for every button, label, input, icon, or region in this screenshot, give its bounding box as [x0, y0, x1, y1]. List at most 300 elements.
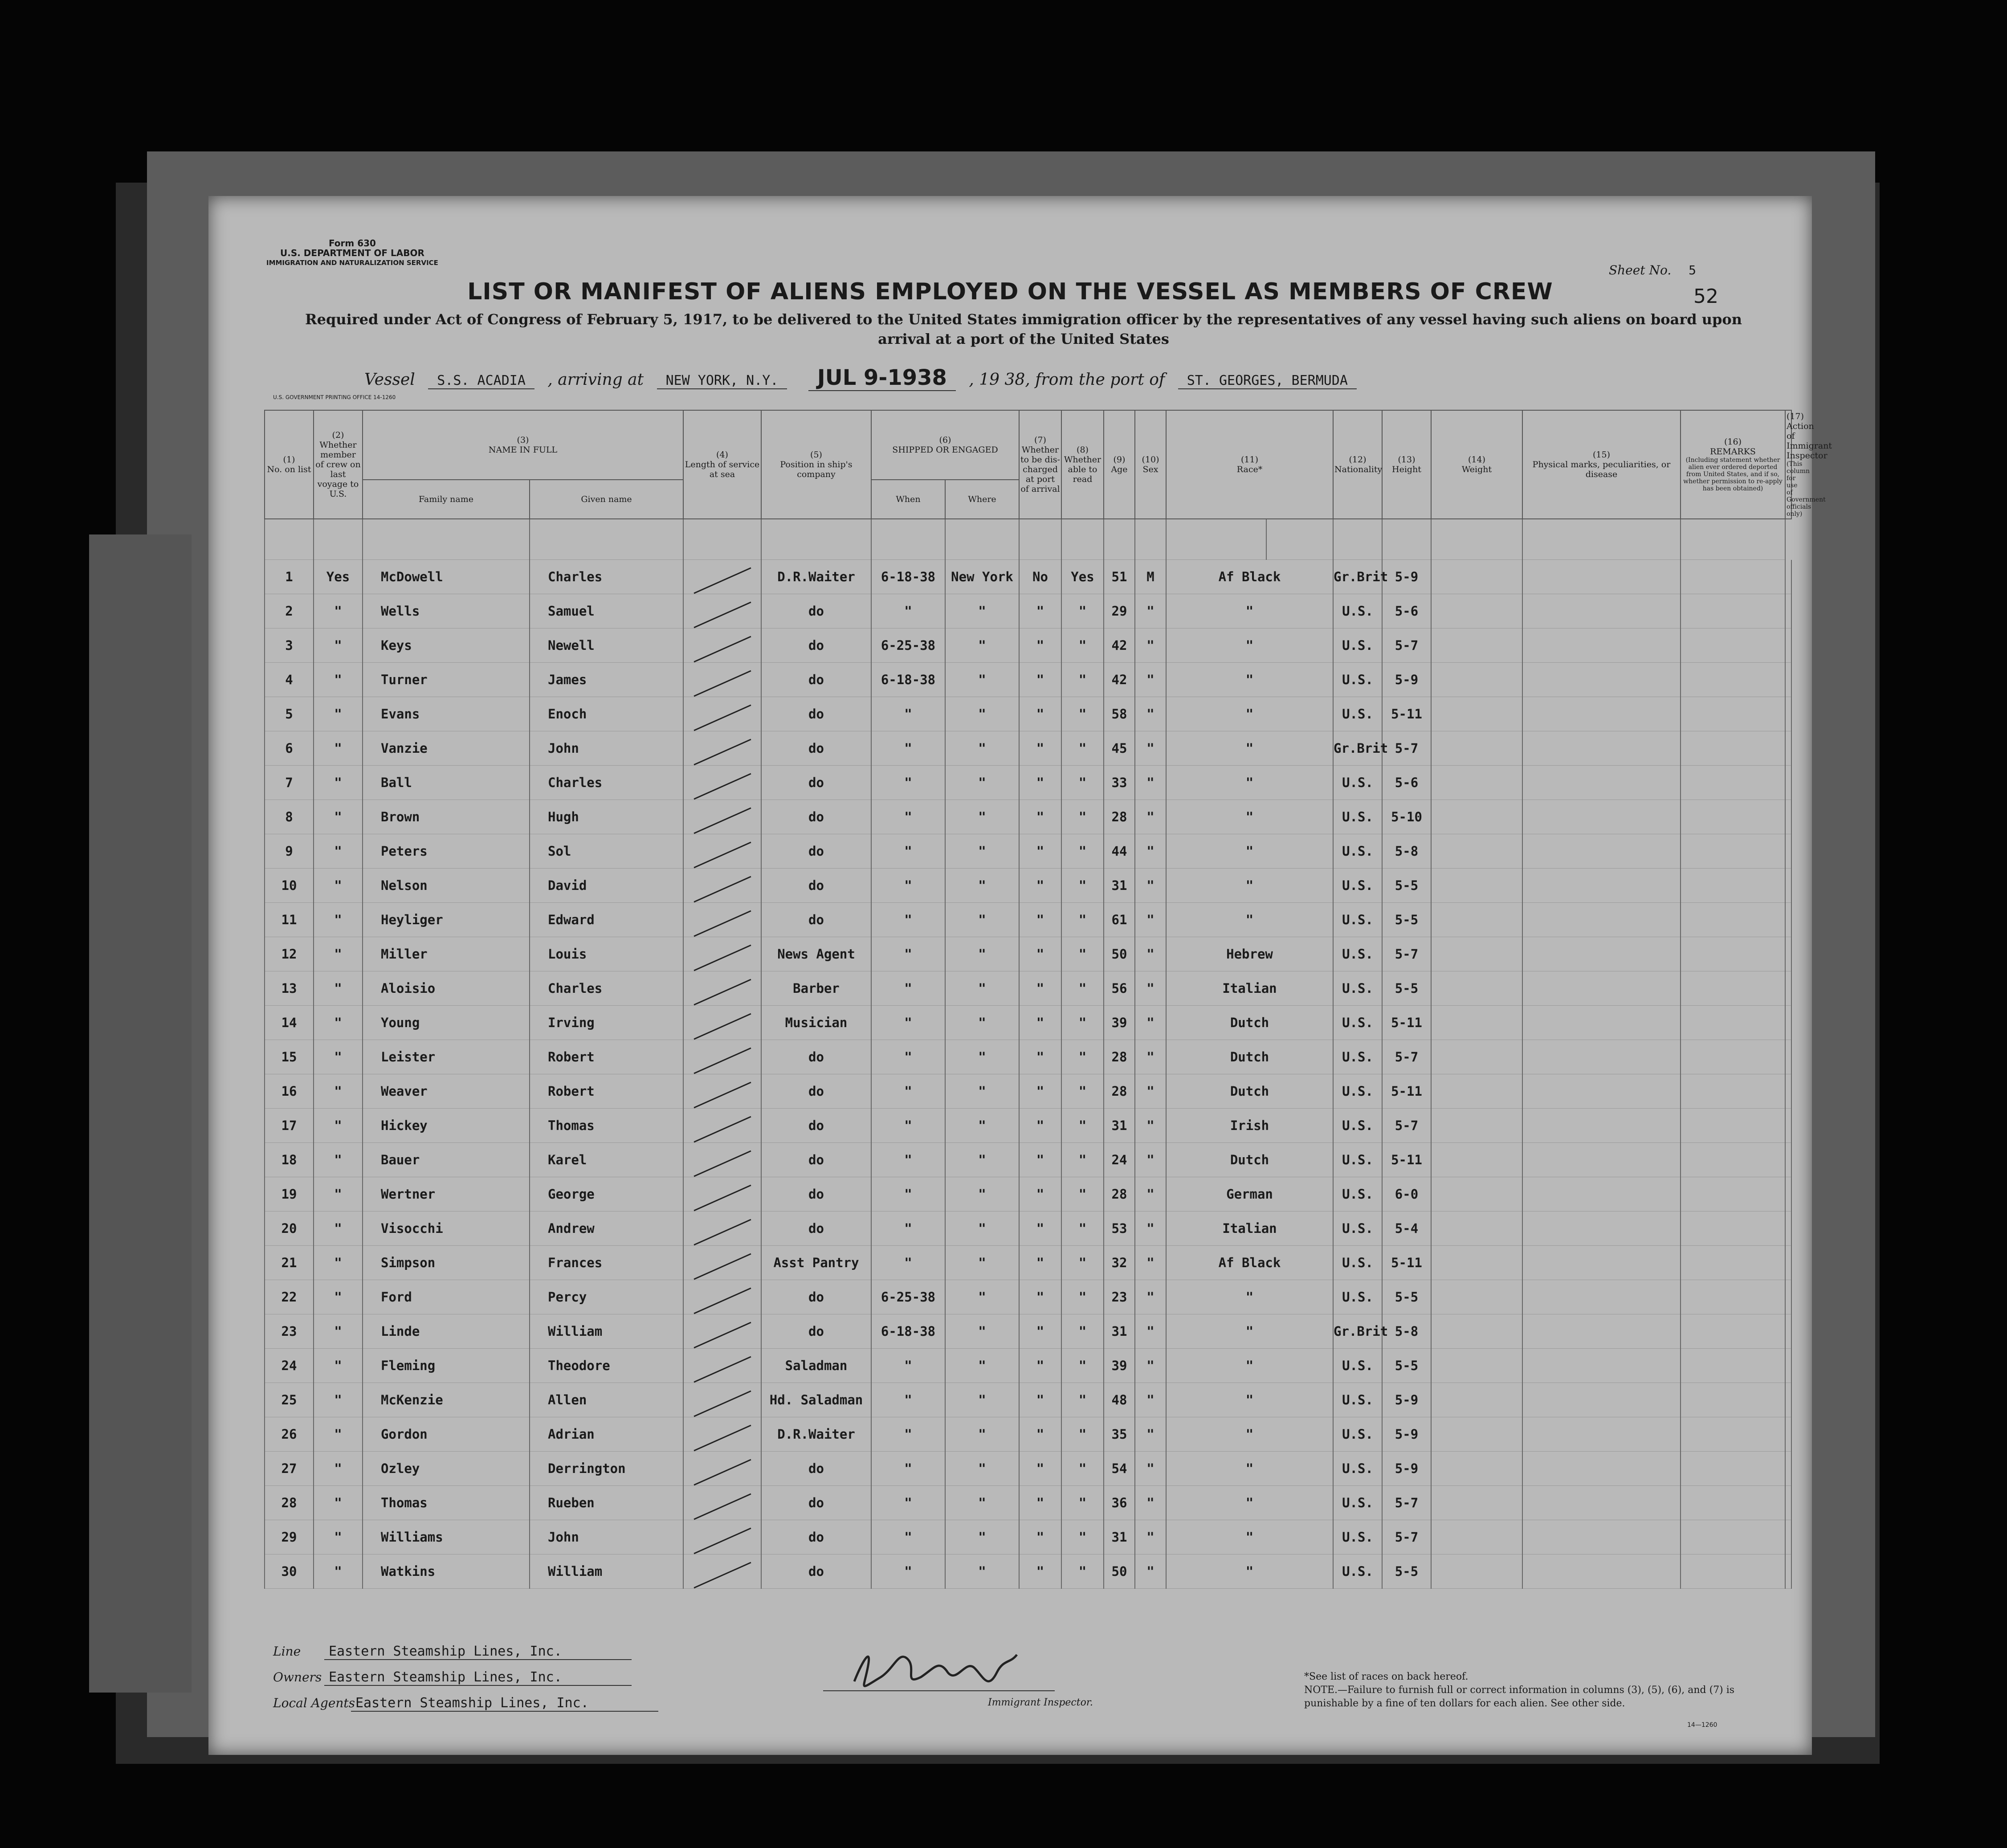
action-cell	[1785, 1349, 1791, 1383]
remarks-cell	[1681, 1246, 1785, 1280]
physical-marks-cell	[1522, 1177, 1681, 1212]
given-name-cell: Derrington	[530, 1452, 683, 1486]
discharged-cell: "	[1019, 869, 1061, 903]
row-number: 19	[265, 1177, 314, 1212]
action-cell	[1785, 869, 1791, 903]
nationality-cell: U.S.	[1333, 971, 1382, 1006]
position-cell: do	[761, 1314, 871, 1349]
shipped-where-cell: "	[945, 1212, 1019, 1246]
age-cell: 28	[1104, 1177, 1135, 1212]
family-name-cell: Fleming	[363, 1349, 530, 1383]
remarks-cell	[1681, 1383, 1785, 1417]
length-of-service-cell	[683, 628, 761, 663]
able-to-read-cell: "	[1061, 1452, 1104, 1486]
weight-cell	[1431, 834, 1522, 869]
last-voyage-cell: "	[314, 1177, 363, 1212]
shipped-when-cell: "	[871, 937, 945, 971]
row-number: 8	[265, 800, 314, 834]
agents-label: Local Agents	[273, 1696, 355, 1710]
inspector-signature	[823, 1659, 1055, 1691]
family-name-cell: Ball	[363, 766, 530, 800]
shipped-when-cell: "	[871, 731, 945, 766]
length-of-service-cell	[683, 937, 761, 971]
race-cell: "	[1166, 594, 1333, 628]
action-cell	[1785, 1280, 1791, 1314]
line-value: Eastern Steamship Lines, Inc.	[324, 1644, 632, 1660]
service-tick-mark	[693, 602, 751, 628]
height-cell: 5-11	[1382, 1143, 1431, 1177]
given-name-cell: Irving	[530, 1006, 683, 1040]
able-to-read-cell: "	[1061, 1314, 1104, 1349]
sex-cell: M	[1135, 560, 1166, 594]
table-row	[265, 697, 1791, 731]
length-of-service-cell	[683, 1452, 761, 1486]
position-cell: do	[761, 869, 871, 903]
shipped-when-cell: "	[871, 1109, 945, 1143]
able-to-read-cell: "	[1061, 1486, 1104, 1520]
race-cell: "	[1166, 1486, 1333, 1520]
remarks-cell	[1681, 800, 1785, 834]
given-name-cell: Adrian	[530, 1417, 683, 1452]
race-cell: "	[1166, 1452, 1333, 1486]
height-cell: 5-5	[1382, 869, 1431, 903]
discharged-cell: "	[1019, 628, 1061, 663]
nationality-cell: U.S.	[1333, 869, 1382, 903]
col-10-header: (10) Sex	[1135, 410, 1166, 519]
shipped-where-cell: "	[945, 903, 1019, 937]
row-number: 14	[265, 1006, 314, 1040]
able-to-read-cell: "	[1061, 1349, 1104, 1383]
shipped-where-cell: "	[945, 697, 1019, 731]
col-12-header: (12) Nationality	[1333, 410, 1382, 519]
remarks-cell	[1681, 766, 1785, 800]
age-cell: 36	[1104, 1486, 1135, 1520]
length-of-service-cell	[683, 834, 761, 869]
discharged-cell: "	[1019, 1040, 1061, 1074]
race-cell: Hebrew	[1166, 937, 1333, 971]
vessel-label: Vessel	[364, 371, 415, 389]
table-row	[265, 1520, 1791, 1554]
remarks-cell	[1681, 1554, 1785, 1589]
physical-marks-cell	[1522, 1109, 1681, 1143]
table-row	[265, 663, 1791, 697]
shipped-when-cell: "	[871, 1006, 945, 1040]
sex-cell: "	[1135, 1349, 1166, 1383]
last-voyage-cell: Yes	[314, 560, 363, 594]
arrival-date-stamp: JUL 9-1938	[808, 365, 956, 391]
given-name-cell: Percy	[530, 1280, 683, 1314]
action-cell	[1785, 1554, 1791, 1589]
remarks-cell	[1681, 834, 1785, 869]
service-tick-mark	[693, 1219, 751, 1246]
length-of-service-cell	[683, 1554, 761, 1589]
sex-cell: "	[1135, 1143, 1166, 1177]
length-of-service-cell	[683, 766, 761, 800]
nationality-cell: U.S.	[1333, 1452, 1382, 1486]
table-row	[265, 1109, 1791, 1143]
discharged-cell: "	[1019, 1486, 1061, 1520]
height-cell: 6-0	[1382, 1177, 1431, 1212]
given-name-cell: Samuel	[530, 594, 683, 628]
weight-cell	[1431, 560, 1522, 594]
height-cell: 5-11	[1382, 1074, 1431, 1109]
action-cell	[1785, 1109, 1791, 1143]
nationality-cell: U.S.	[1333, 1109, 1382, 1143]
weight-cell	[1431, 903, 1522, 937]
service-tick-mark	[693, 1459, 751, 1486]
row-number: 27	[265, 1452, 314, 1486]
remarks-cell	[1681, 937, 1785, 971]
table-row	[265, 1383, 1791, 1417]
shipped-where-cell: "	[945, 1040, 1019, 1074]
shipped-when-cell: "	[871, 1177, 945, 1212]
given-name-cell: Enoch	[530, 697, 683, 731]
service-tick-mark	[693, 739, 751, 766]
given-name-cell: Sol	[530, 834, 683, 869]
physical-marks-cell	[1522, 800, 1681, 834]
weight-cell	[1431, 1212, 1522, 1246]
last-voyage-cell: "	[314, 1417, 363, 1452]
service-tick-mark	[693, 979, 751, 1006]
nationality-cell: U.S.	[1333, 1074, 1382, 1109]
height-cell: 5-8	[1382, 834, 1431, 869]
race-cell: "	[1166, 903, 1333, 937]
given-name-cell: George	[530, 1177, 683, 1212]
table-row	[265, 1452, 1791, 1486]
shipped-when-cell: "	[871, 1554, 945, 1589]
vessel-info-line	[364, 365, 1365, 390]
remarks-cell	[1681, 594, 1785, 628]
nationality-cell: U.S.	[1333, 1006, 1382, 1040]
form-subtitle: Required under Act of Congress of February 5, 1917, to be delivered to the United States immigration officer by the representatives of any vessel having such aliens on board upon arrival at a port of the United States	[305, 311, 1742, 347]
col-6-header: (6) SHIPPED OR ENGAGED	[871, 410, 1019, 480]
sex-cell: "	[1135, 800, 1166, 834]
age-cell: 44	[1104, 834, 1135, 869]
service-tick-mark	[693, 1013, 751, 1040]
physical-marks-cell	[1522, 937, 1681, 971]
table-row	[265, 800, 1791, 834]
able-to-read-cell: "	[1061, 1177, 1104, 1212]
table-row	[265, 834, 1791, 869]
service-tick-mark	[693, 1562, 751, 1589]
discharged-cell: "	[1019, 594, 1061, 628]
col-2-header: (2) Whether member of crew on last voyage to U.S.	[314, 410, 363, 519]
height-cell: 5-7	[1382, 731, 1431, 766]
nationality-cell: Gr.Brit	[1333, 1314, 1382, 1349]
shipped-when-cell: 6-18-38	[871, 1314, 945, 1349]
family-name-cell: Vanzie	[363, 731, 530, 766]
able-to-read-cell: "	[1061, 1074, 1104, 1109]
length-of-service-cell	[683, 663, 761, 697]
height-cell: 5-7	[1382, 937, 1431, 971]
age-cell: 45	[1104, 731, 1135, 766]
discharged-cell: "	[1019, 1417, 1061, 1452]
family-name-cell: Visocchi	[363, 1212, 530, 1246]
last-voyage-cell: "	[314, 1314, 363, 1349]
table-row	[265, 1177, 1791, 1212]
printer-line: U.S. GOVERNMENT PRINTING OFFICE 14-1260	[273, 394, 396, 400]
position-cell: do	[761, 594, 871, 628]
year-label: , 19 38, from the port of	[969, 371, 1165, 389]
family-name-cell: Leister	[363, 1040, 530, 1074]
given-name-header: Given name	[530, 480, 683, 519]
row-number: 11	[265, 903, 314, 937]
discharged-cell: "	[1019, 971, 1061, 1006]
shipped-where-cell: "	[945, 1314, 1019, 1349]
shipped-when-cell: "	[871, 800, 945, 834]
age-cell: 32	[1104, 1246, 1135, 1280]
action-cell	[1785, 903, 1791, 937]
weight-cell	[1431, 1349, 1522, 1383]
sex-cell: "	[1135, 663, 1166, 697]
height-cell: 5-9	[1382, 1417, 1431, 1452]
shipped-where-cell: "	[945, 594, 1019, 628]
table-row	[265, 937, 1791, 971]
sheet-number	[1609, 263, 1696, 277]
remarks-cell	[1681, 1109, 1785, 1143]
race-cell: Italian	[1166, 971, 1333, 1006]
remarks-cell	[1681, 1417, 1785, 1452]
position-cell: do	[761, 1520, 871, 1554]
manifest-form	[208, 196, 1832, 1755]
family-name-cell: Wertner	[363, 1177, 530, 1212]
action-cell	[1785, 1040, 1791, 1074]
shipped-when-cell: "	[871, 903, 945, 937]
service-tick-mark	[693, 1048, 751, 1074]
shipped-where-cell: "	[945, 1520, 1019, 1554]
weight-cell	[1431, 594, 1522, 628]
age-cell: 33	[1104, 766, 1135, 800]
table-row	[265, 903, 1791, 937]
action-cell	[1785, 1520, 1791, 1554]
family-name-cell: Miller	[363, 937, 530, 971]
family-name-cell: Linde	[363, 1314, 530, 1349]
length-of-service-cell	[683, 560, 761, 594]
shipped-where-cell: "	[945, 800, 1019, 834]
footer-owners-row	[273, 1669, 658, 1695]
given-name-cell: Edward	[530, 903, 683, 937]
position-cell: do	[761, 1040, 871, 1074]
race-cell: "	[1166, 628, 1333, 663]
given-name-cell: William	[530, 1314, 683, 1349]
col-8-header: (8) Whether able to read	[1061, 410, 1104, 519]
weight-cell	[1431, 1314, 1522, 1349]
length-of-service-cell	[683, 1520, 761, 1554]
remarks-cell	[1681, 1143, 1785, 1177]
departure-port: ST. GEORGES, BERMUDA	[1178, 373, 1357, 389]
row-number: 9	[265, 834, 314, 869]
col-11-header: (11) Race*	[1166, 410, 1333, 519]
shipped-when-cell: 6-18-38	[871, 663, 945, 697]
length-of-service-cell	[683, 1177, 761, 1212]
row-number: 5	[265, 697, 314, 731]
last-voyage-cell: "	[314, 731, 363, 766]
discharged-cell: "	[1019, 834, 1061, 869]
race-cell: German	[1166, 1177, 1333, 1212]
position-cell: do	[761, 1486, 871, 1520]
family-name-cell: McDowell	[363, 560, 530, 594]
length-of-service-cell	[683, 869, 761, 903]
given-name-cell: Andrew	[530, 1212, 683, 1246]
table-row	[265, 1349, 1791, 1383]
age-cell: 56	[1104, 971, 1135, 1006]
weight-cell	[1431, 971, 1522, 1006]
table-row	[265, 1006, 1791, 1040]
action-cell	[1785, 1006, 1791, 1040]
shipped-where-cell: "	[945, 834, 1019, 869]
length-of-service-cell	[683, 1246, 761, 1280]
table-row	[265, 1280, 1791, 1314]
arriving-port: NEW YORK, N.Y.	[657, 373, 787, 389]
action-cell	[1785, 1074, 1791, 1109]
signature-scribble	[841, 1641, 1028, 1695]
height-cell: 5-9	[1382, 1452, 1431, 1486]
col-4-header: (4) Length of service at sea	[683, 410, 761, 519]
shipped-when-cell: "	[871, 971, 945, 1006]
discharged-cell: "	[1019, 1006, 1061, 1040]
able-to-read-cell: "	[1061, 594, 1104, 628]
row-number: 2	[265, 594, 314, 628]
able-to-read-cell: "	[1061, 1109, 1104, 1143]
remarks-cell	[1681, 663, 1785, 697]
row-number: 13	[265, 971, 314, 1006]
length-of-service-cell	[683, 1383, 761, 1417]
age-cell: 28	[1104, 800, 1135, 834]
length-of-service-cell	[683, 1349, 761, 1383]
sex-cell: "	[1135, 1554, 1166, 1589]
row-number: 24	[265, 1349, 314, 1383]
service-tick-mark	[693, 1528, 751, 1554]
weight-cell	[1431, 1109, 1522, 1143]
col-5-header: (5) Position in ship's company	[761, 410, 871, 519]
family-name-cell: Weaver	[363, 1074, 530, 1109]
last-voyage-cell: "	[314, 1109, 363, 1143]
sex-cell: "	[1135, 1314, 1166, 1349]
age-cell: 51	[1104, 560, 1135, 594]
able-to-read-cell: "	[1061, 1520, 1104, 1554]
remarks-cell	[1681, 1040, 1785, 1074]
action-cell	[1785, 800, 1791, 834]
shipped-where-cell: "	[945, 1554, 1019, 1589]
race-cell: "	[1166, 1383, 1333, 1417]
physical-marks-cell	[1522, 1349, 1681, 1383]
able-to-read-cell: "	[1061, 1246, 1104, 1280]
length-of-service-cell	[683, 697, 761, 731]
length-of-service-cell	[683, 1314, 761, 1349]
table-row	[265, 766, 1791, 800]
col-7-header: (7) Whether to be dis-charged at port of arrival	[1019, 410, 1061, 519]
length-of-service-cell	[683, 1006, 761, 1040]
weight-cell	[1431, 1417, 1522, 1452]
row-number: 18	[265, 1143, 314, 1177]
footer-line-row	[273, 1644, 658, 1669]
service-tick-mark	[693, 670, 751, 697]
service-tick-mark	[693, 1356, 751, 1383]
sheet-value: 5	[1689, 263, 1696, 277]
age-cell: 29	[1104, 594, 1135, 628]
nationality-cell: Gr.Brit	[1333, 731, 1382, 766]
last-voyage-cell: "	[314, 903, 363, 937]
shipped-when-cell: "	[871, 869, 945, 903]
able-to-read-cell: "	[1061, 869, 1104, 903]
given-name-cell: Karel	[530, 1143, 683, 1177]
position-cell: Asst Pantry	[761, 1246, 871, 1280]
family-name-cell: Keys	[363, 628, 530, 663]
sex-cell: "	[1135, 1280, 1166, 1314]
discharged-cell: "	[1019, 800, 1061, 834]
sex-cell: "	[1135, 628, 1166, 663]
form-number: Form 630	[328, 238, 376, 249]
last-voyage-cell: "	[314, 971, 363, 1006]
position-cell: D.R.Waiter	[761, 1417, 871, 1452]
position-cell: do	[761, 903, 871, 937]
sex-cell: "	[1135, 594, 1166, 628]
able-to-read-cell: "	[1061, 1554, 1104, 1589]
row-number: 15	[265, 1040, 314, 1074]
shipped-when-cell: "	[871, 1074, 945, 1109]
physical-marks-cell	[1522, 594, 1681, 628]
able-to-read-cell: "	[1061, 800, 1104, 834]
last-voyage-cell: "	[314, 1520, 363, 1554]
height-cell: 5-10	[1382, 800, 1431, 834]
last-voyage-cell: "	[314, 1452, 363, 1486]
penalty-note: NOTE.—Failure to furnish full or correct information in columns (3), (5), (6), and (7) is punishable by a fine of ten dollars for each alien. See other side.	[1304, 1685, 1735, 1709]
height-cell: 5-5	[1382, 1349, 1431, 1383]
owners-value: Eastern Steamship Lines, Inc.	[324, 1669, 632, 1686]
position-cell: do	[761, 1177, 871, 1212]
physical-marks-cell	[1522, 1280, 1681, 1314]
weight-cell	[1431, 1554, 1522, 1589]
sex-cell: "	[1135, 1006, 1166, 1040]
discharged-cell: "	[1019, 697, 1061, 731]
length-of-service-cell	[683, 903, 761, 937]
able-to-read-cell: "	[1061, 731, 1104, 766]
action-cell	[1785, 628, 1791, 663]
service-tick-mark	[693, 1288, 751, 1314]
able-to-read-cell: "	[1061, 1040, 1104, 1074]
last-voyage-cell: "	[314, 1554, 363, 1589]
race-cell: "	[1166, 1349, 1333, 1383]
position-cell: do	[761, 1554, 871, 1589]
able-to-read-cell: "	[1061, 1006, 1104, 1040]
race-note: *See list of races on back hereof.	[1304, 1671, 1469, 1682]
shipped-when-cell: "	[871, 1417, 945, 1452]
sex-cell: "	[1135, 834, 1166, 869]
sex-cell: "	[1135, 1452, 1166, 1486]
weight-cell	[1431, 663, 1522, 697]
position-cell: D.R.Waiter	[761, 560, 871, 594]
race-cell: Irish	[1166, 1109, 1333, 1143]
remarks-cell	[1681, 903, 1785, 937]
last-voyage-cell: "	[314, 1074, 363, 1109]
table-row	[265, 1212, 1791, 1246]
spacer-row	[265, 519, 1791, 560]
position-cell: do	[761, 1280, 871, 1314]
sex-cell: "	[1135, 731, 1166, 766]
shipped-when-cell: "	[871, 1452, 945, 1486]
physical-marks-cell	[1522, 766, 1681, 800]
given-name-cell: Allen	[530, 1383, 683, 1417]
service-tick-mark	[693, 1425, 751, 1452]
table-row	[265, 1314, 1791, 1349]
service-tick-mark	[693, 1493, 751, 1520]
table-row	[265, 971, 1791, 1006]
age-cell: 50	[1104, 937, 1135, 971]
last-voyage-cell: "	[314, 1383, 363, 1417]
remarks-cell	[1681, 1486, 1785, 1520]
age-cell: 31	[1104, 1109, 1135, 1143]
position-cell: do	[761, 766, 871, 800]
